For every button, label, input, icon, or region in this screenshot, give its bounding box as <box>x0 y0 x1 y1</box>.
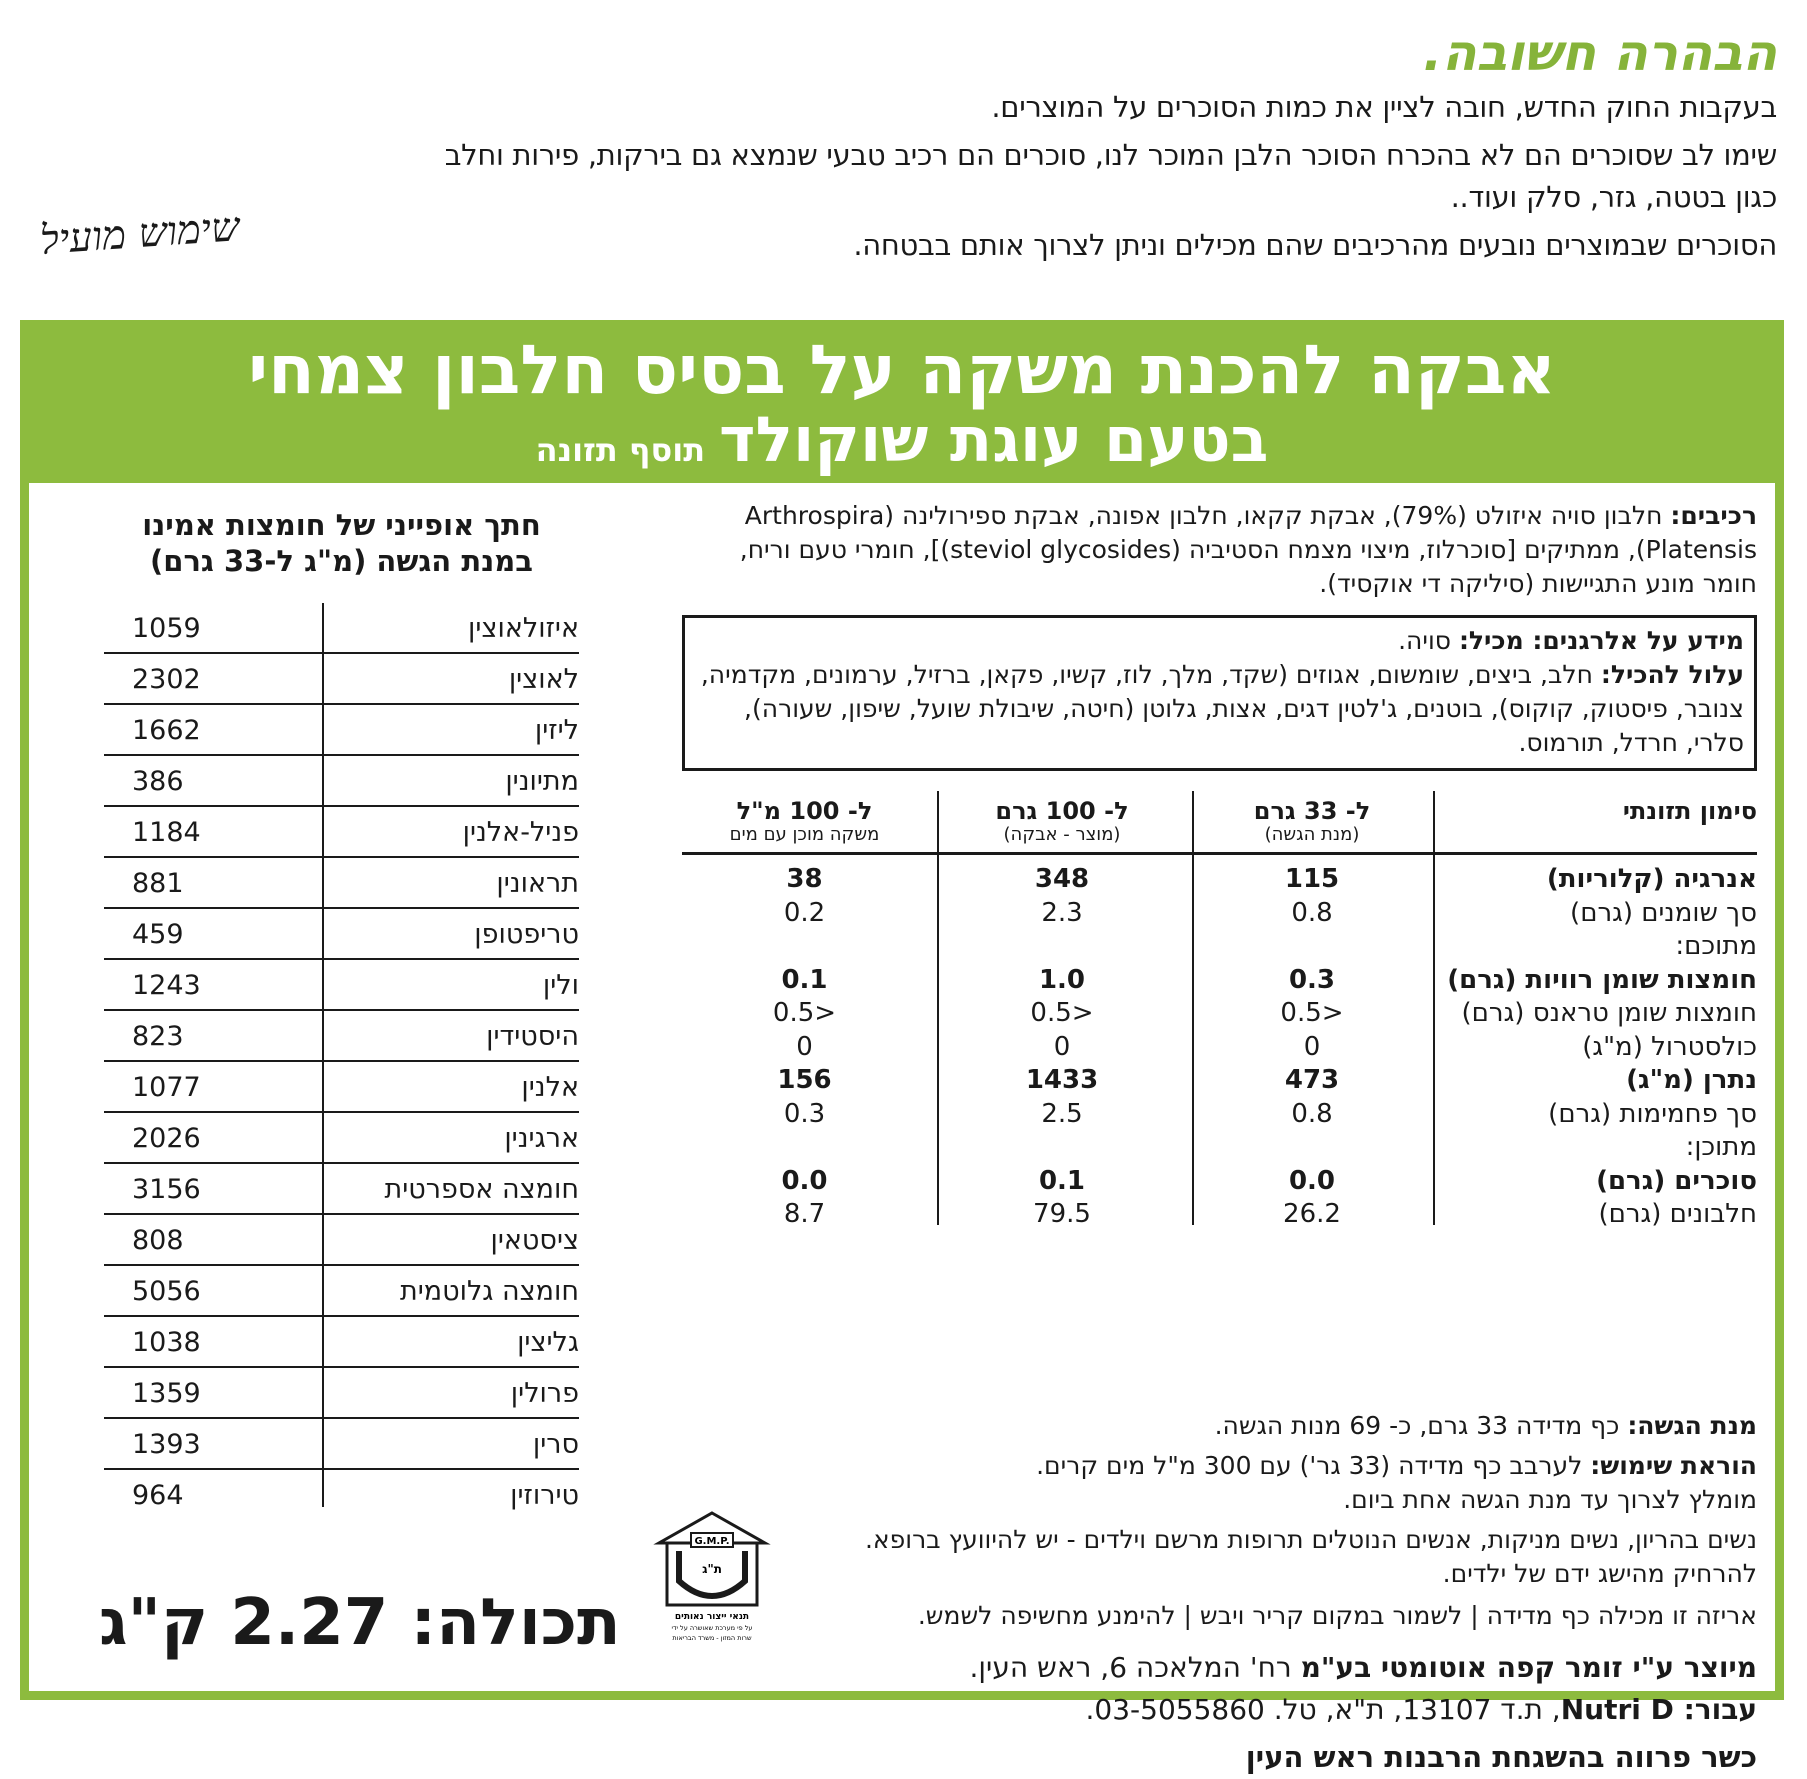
notice-line: שימו לב שסוכרים הם לא בהכרח הסוכר הלבן המוכר לנו, סוכרים הם רכיב טבעי שנמצא גם בירקות, פירות וחלב <box>444 138 1777 172</box>
col-serving-sub: (מנת הגשה) <box>1264 824 1360 845</box>
amino-value: 1393 <box>132 1429 201 1460</box>
amino-row <box>104 1215 579 1266</box>
nutrient-value: 2.3 <box>1041 897 1083 928</box>
nutrient-value: 473 <box>1284 1065 1340 1095</box>
amino-value: 808 <box>132 1225 184 1256</box>
notice-line: כגון בטטה, גזר, סלק ועוד.. <box>1450 180 1777 214</box>
col-100g-sub: (מוצר - אבקה) <box>1003 824 1121 845</box>
amino-value: 1077 <box>132 1072 201 1103</box>
nutrient-value: 0.2 <box>783 897 826 928</box>
allergens-box <box>682 615 1757 771</box>
allergens-contains-value: סויה. <box>1398 626 1459 655</box>
nutrition-table <box>682 791 1757 1229</box>
gmp-inner: ת"ג <box>702 1562 722 1576</box>
amino-value: 1059 <box>132 613 201 644</box>
amino-row <box>104 1164 579 1215</box>
nutrient-label: חומצות שומן רוויות (גרם) <box>1447 964 1757 995</box>
nutrient-value: 26.2 <box>1283 1199 1341 1229</box>
nutrition-col-100g <box>942 797 1182 845</box>
amino-name: חומצה גלוטמית <box>399 1276 579 1307</box>
nutrient-value: 1433 <box>1025 1065 1099 1095</box>
nutrient-label: כולסטרול (מ"ג) <box>1582 1031 1757 1062</box>
nutrient-value: <0.5 <box>772 998 837 1028</box>
nutrition-body <box>682 855 1757 1229</box>
serving-size-label: מנת הגשה: <box>1627 1411 1757 1440</box>
nutrient-value: 79.5 <box>1033 1199 1091 1229</box>
nutrient-label: נתרן (מ"ג) <box>1626 1065 1757 1095</box>
amino-row <box>104 1470 579 1521</box>
amino-name: היסטידין <box>486 1021 579 1052</box>
amino-row <box>104 858 579 909</box>
nutrient-label: סוכרים (גרם) <box>1596 1165 1757 1196</box>
amino-row <box>104 1419 579 1470</box>
nutrient-value: 0.3 <box>783 1098 826 1129</box>
amino-value: 1662 <box>132 715 201 746</box>
amino-name: ליזין <box>534 715 579 746</box>
nutrition-row <box>682 897 1757 930</box>
column-divider <box>1433 791 1435 855</box>
amino-name: מתיונין <box>505 766 579 797</box>
amino-name: אלנין <box>521 1072 579 1103</box>
amino-title-line2: במנת הגשה (מ"ג ל-33 גרם) <box>150 544 533 578</box>
allergens-contains-label: מידע על אלרגנים: מכיל: <box>1458 626 1744 655</box>
usage-line2: מומלץ לצרוך עד מנת הגשה אחת ביום. <box>1343 1485 1757 1514</box>
gmp-badge: G.M.P. <box>694 1536 730 1547</box>
nutrition-col-serving <box>1197 797 1427 845</box>
amino-value: 1038 <box>132 1327 201 1358</box>
notice-line: הסוכרים שבמוצרים נובעים מהרכיבים שהם מכילים וניתן לצרוך אותם בבטחה. <box>853 228 1777 262</box>
nutrient-value: 0.1 <box>1038 1165 1086 1196</box>
col-100ml-title: ל- 100 מ"ל <box>736 797 873 825</box>
amino-value: 5056 <box>132 1276 201 1307</box>
amino-row <box>104 807 579 858</box>
allergens-may-contain-value: חלב, ביצים, שומשום, אגוזים (שקד, מלך, לוז, קשיו, פקאן, ברזיל, ערמונים, מקדמיה, צנובר, פיסטוק, קוקוס), בוטנים, ג'לטין דגים, אצות, גלוטן (חיטה, שיבולת שועל, שיפון, שעורה), סלרי, חרדל, תורמוס. <box>700 660 1744 757</box>
nutrient-value: 0 <box>1303 1031 1321 1062</box>
nutrition-row <box>682 1098 1757 1131</box>
amino-row <box>104 603 579 654</box>
allergens-may-contain-label: עלול להכיל: <box>1600 660 1744 689</box>
manufacturer <box>682 1647 1757 1731</box>
amino-row <box>104 654 579 705</box>
amino-value: 386 <box>132 766 184 797</box>
nutrient-label: אנרגיה (קלוריות) <box>1546 864 1757 894</box>
product-title-line2 <box>29 405 1775 485</box>
nutrition-row <box>682 997 1757 1030</box>
product-subtitle: תוסף תזונה <box>535 431 706 469</box>
amino-value: 2026 <box>132 1123 201 1154</box>
amino-value: 823 <box>132 1021 184 1052</box>
amino-value: 1184 <box>132 817 201 848</box>
serving-size-value: כף מדידה 33 גרם, כ- 69 מנות הגשה. <box>1214 1411 1628 1440</box>
nutrient-value: 115 <box>1284 864 1340 894</box>
for-label: עבור: <box>1683 1693 1757 1726</box>
gmp-line3: שרות המזון - משרד הבריאות <box>672 1634 752 1642</box>
storage-line: אריזה זו מכילה כף מדידה | לשמור במקום קריר ויבש | להימנע מחשיפה לשמש. <box>917 1601 1757 1630</box>
notice-title: הבהרה חשובה. <box>1423 24 1777 82</box>
col-100ml-sub: משקה מוכן עם מים <box>729 824 880 845</box>
nutrition-row <box>682 863 1757 896</box>
notice-block <box>27 20 1777 266</box>
amino-row <box>104 960 579 1011</box>
amino-value: 1243 <box>132 970 201 1001</box>
amino-value: 1359 <box>132 1378 201 1409</box>
nutrient-value: 8.7 <box>783 1199 826 1229</box>
amino-row <box>104 909 579 960</box>
amino-row <box>104 705 579 756</box>
nutrient-label: חומצות שומן טראנס (גרם) <box>1461 998 1757 1028</box>
nutrient-value: 0.3 <box>1288 964 1336 995</box>
amino-name: גליצין <box>517 1327 579 1358</box>
product-flavor: בטעם עוגת שוקולד <box>719 403 1269 476</box>
amino-name: סרין <box>532 1429 579 1460</box>
ingredients-text: חלבון סויה איזולט (79%), אבקת קקאו, חלבון אפונה, אבקת ספירולינה (Arthrospira Platensis), ממתיקים [סוכרלוז, מיצוי מצמח הסטיביה (steviol glycosides)], חומרי טעם וריח, חומר מונע התגיישות (סיליקה די אוקסיד). <box>739 501 1757 598</box>
kosher-statement: כשר פרווה בהשגחת הרבנות ראש העין <box>1245 1740 1757 1774</box>
amino-value: 459 <box>132 919 184 950</box>
nutrient-value: 2.5 <box>1041 1098 1083 1129</box>
amino-name: טירוזין <box>510 1480 579 1511</box>
amino-name: ציסטאין <box>490 1225 579 1256</box>
nutrient-value: 0 <box>796 1031 813 1062</box>
for-value: , ת.ד 13107, ת"א, טל. 03-5055860. <box>1085 1693 1561 1726</box>
maker-label: מיוצר ע"י זומר קפה אוטומטי בע"מ <box>1300 1651 1757 1684</box>
column-divider <box>1192 791 1194 855</box>
warning-line1: נשים בהריון, נשים מניקות, אנשים הנוטלים תרופות מרשם וילדים - יש להיוועץ ברופא. <box>864 1525 1757 1554</box>
nutrient-value: 0.0 <box>1288 1165 1336 1196</box>
label-header <box>29 329 1775 483</box>
usage-value: לערבב כף מדידה (33 גר') עם 300 מ"ל מים קרים. <box>1036 1451 1591 1480</box>
amino-title <box>104 507 579 579</box>
amino-row <box>104 1317 579 1368</box>
nutrient-value: 0.1 <box>781 964 828 995</box>
gmp-logo-icon <box>657 1511 767 1646</box>
amino-row <box>104 1266 579 1317</box>
nutrient-label: חלבונים (גרם) <box>1598 1199 1757 1229</box>
amino-value: 881 <box>132 868 184 899</box>
nutrition-row <box>682 1131 1757 1164</box>
nutrition-row <box>682 1031 1757 1064</box>
nutrition-row <box>682 1165 1757 1198</box>
amino-value: 964 <box>132 1480 184 1511</box>
right-column <box>682 499 1757 1229</box>
nutrient-value: 38 <box>786 864 823 894</box>
amino-table <box>104 603 579 1521</box>
notice-line: בעקבות החוק החדש, חובה לציין את כמות הסוכרים על המוצרים. <box>991 90 1777 124</box>
amino-name: איזולאוצין <box>468 613 579 644</box>
amino-name: טריפטופן <box>474 919 579 950</box>
nutrient-value: 0 <box>1053 1031 1071 1062</box>
nutrient-value: <0.5 <box>1030 998 1094 1028</box>
nutrient-value: 348 <box>1034 864 1090 894</box>
amino-row <box>104 756 579 807</box>
amino-row <box>104 1062 579 1113</box>
amino-name: תראונין <box>496 868 579 899</box>
usage-section <box>682 1409 1757 1779</box>
amino-name: חומצה אספרטית <box>384 1174 579 1205</box>
usage-label: הוראת שימוש: <box>1590 1451 1757 1480</box>
amino-value: 2302 <box>132 664 201 695</box>
gmp-line1: תנאי ייצור נאותים <box>674 1612 750 1622</box>
net-weight: תכולה: 2.27 ק"ג <box>99 1586 621 1660</box>
nutrition-row <box>682 1064 1757 1097</box>
for-brand: Nutri D <box>1560 1693 1684 1726</box>
nutrient-value: 1.0 <box>1038 964 1086 995</box>
label-frame <box>20 320 1784 1774</box>
amino-name: ארגינין <box>504 1123 579 1154</box>
column-divider <box>937 791 939 855</box>
gmp-line2: על פי מערכת שאושרה על ידי <box>671 1624 753 1632</box>
nutrition-header <box>682 791 1757 855</box>
nutrient-label: מתוכם: <box>1675 931 1757 961</box>
nutrient-value: <0.5 <box>1280 998 1344 1028</box>
nutrient-label: סך שומנים (גרם) <box>1570 897 1757 928</box>
amino-name: לאוצין <box>508 664 579 695</box>
amino-name: ולין <box>542 970 579 1001</box>
amino-name: פרולין <box>510 1378 579 1409</box>
nutrient-value: 0.8 <box>1291 897 1333 928</box>
amino-acid-profile <box>104 507 579 1521</box>
nutrient-value: 0.0 <box>781 1165 828 1196</box>
nutrition-row <box>682 1198 1757 1231</box>
nutrition-header-label: סימון תזונתי <box>1622 797 1757 825</box>
nutrition-row <box>682 930 1757 963</box>
col-100g-title: ל- 100 גרם <box>995 797 1129 825</box>
amino-name: פניל-אלנין <box>462 817 579 848</box>
nutrient-label: מתוכן: <box>1685 1132 1757 1162</box>
nutrient-value: 156 <box>777 1065 832 1095</box>
signature: שימוש מועיל <box>38 204 241 264</box>
amino-row <box>104 1011 579 1062</box>
amino-row <box>104 1368 579 1419</box>
product-title-line1: אבקה להכנת משקה על בסיס חלבון צמחי <box>248 331 1556 410</box>
nutrition-row <box>682 964 1757 997</box>
nutrition-col-100ml <box>682 797 927 845</box>
warning-line2: להרחיק מהישג ידם של ילדים. <box>1442 1559 1757 1588</box>
nutrient-label: סך פחמימות (גרם) <box>1548 1098 1757 1129</box>
amino-value: 3156 <box>132 1174 201 1205</box>
maker-value: רח' המלאכה 6, ראש העין. <box>969 1651 1301 1684</box>
amino-title-line1: חתך אופייני של חומצות אמינו <box>142 508 541 542</box>
ingredients <box>682 499 1757 601</box>
amino-row <box>104 1113 579 1164</box>
nutrient-value: 0.8 <box>1291 1098 1333 1129</box>
ingredients-label: רכיבים: <box>1670 501 1757 530</box>
col-serving-title: ל- 33 גרם <box>1253 797 1371 825</box>
